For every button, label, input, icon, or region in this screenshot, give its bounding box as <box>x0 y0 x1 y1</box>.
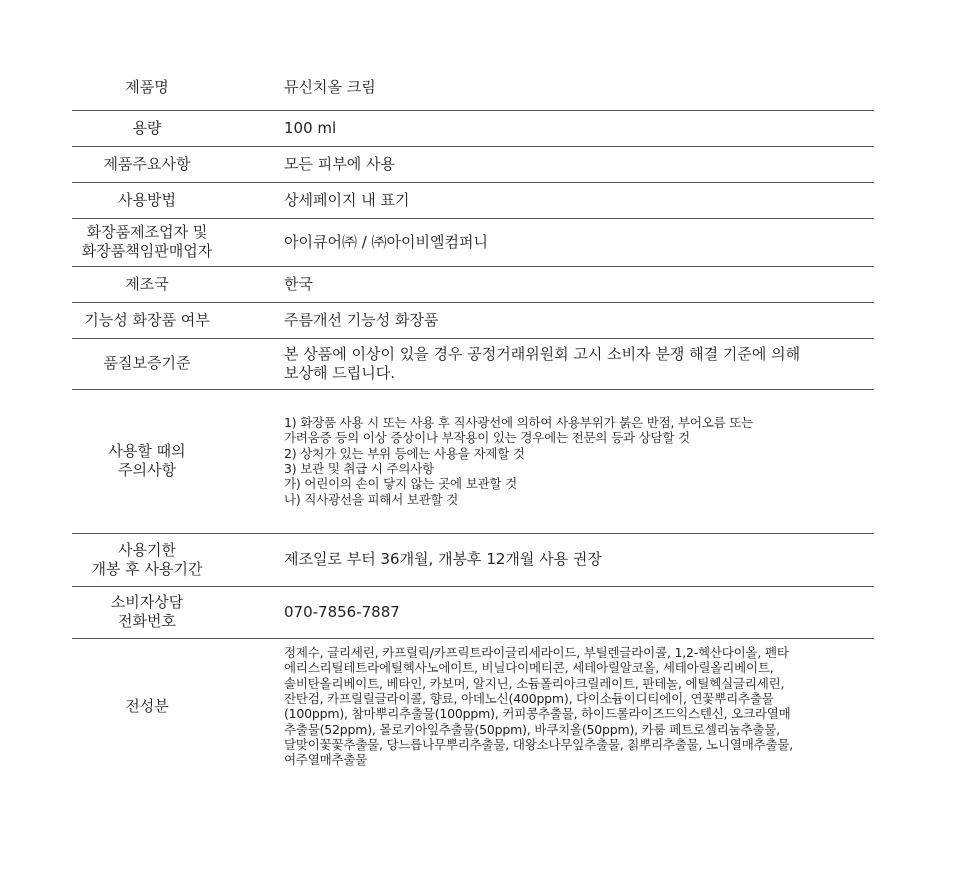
row-volume <box>72 110 874 146</box>
row-label: 용량 <box>72 110 222 146</box>
row-value: 070-7856-7887 <box>222 586 874 638</box>
row-label: 기능성 화장품 여부 <box>72 302 222 338</box>
row-value: 뮤신치올 크림 <box>222 65 874 110</box>
row-value: 아이큐어㈜ / ㈜아이비엘컴퍼니 <box>222 218 874 266</box>
row-manufacturer <box>72 218 874 266</box>
row-value: 상세페이지 내 표기 <box>222 182 874 218</box>
row-value: 본 상품에 이상이 있을 경우 공정거래위원회 고시 소비자 분쟁 해결 기준에 의해 보상해 드립니다. <box>222 338 874 389</box>
row-label: 화장품제조업자 및 화장품책임판매업자 <box>72 218 222 266</box>
row-value: 1) 화장품 사용 시 또는 사용 후 직사광선에 의하여 사용부위가 붉은 반점, 부어오름 또는 가려움증 등의 이상 증상이나 부작용이 있는 경우에는 전문의 등과 상담할 것 2) 상처가 있는 부위 등에는 사용을 자제할 것 3) 보관 및 취급 시 주의사항 가) 어린이의 손이 닿지 않는 곳에 보관할 것 나) 직사광선을 피해서 보관할 것 <box>222 389 874 533</box>
row-label: 사용할 때의 주의사항 <box>72 389 222 533</box>
row-label: 품질보증기준 <box>72 338 222 389</box>
row-value: 100 ml <box>222 110 874 146</box>
row-value: 제조일로 부터 36개월, 개봉후 12개월 사용 권장 <box>222 533 874 586</box>
row-value: 한국 <box>222 266 874 302</box>
row-label: 사용기한 개봉 후 사용기간 <box>72 533 222 586</box>
row-precautions <box>72 389 874 533</box>
row-expiry <box>72 533 874 586</box>
row-label: 전성분 <box>125 696 169 715</box>
row-label: 제조국 <box>72 266 222 302</box>
row-product-name <box>72 65 874 110</box>
row-value: 모든 피부에 사용 <box>222 146 874 182</box>
row-country <box>72 266 874 302</box>
row-value: 정제수, 글리세린, 카프릴릭/카프릭트라이글리세라이드, 부틸렌글라이콜, 1,2-헥산다이올, 펜타 에리스리틸테트라에틸헥사노에이트, 비닐다이메티콘, 세테아릴알코올, 세테아릴올리베이트, 솔비탄올리베이트, 베타인, 카보머, 알지닌, 소듐폴리아크릴레이트, 판테놀, 에틸헥실글리세린, 잔탄검, 카프릴릴글라이콜, 향료, 아데노신(400ppm), 다이소듐이디티에이, 연꽃뿌리추출물 (100ppm), 참마뿌리추출물(100ppm), 커피콩추출물, 하이드롤라이즈드익스텐신, 오크라열매 추출물(52ppm), 몰로키아잎추출물(50ppm), 바쿠치올(50ppm), 카룸 페트로셀리눔추출물, 달맞이꽃꽃추출물, 당느릅나무뿌리추출물, 대왕소나무잎추출물, 칡뿌리추출물, 노니열매추출물, 여주열매추출물 <box>284 645 793 768</box>
row-value: 주름개선 기능성 화장품 <box>222 302 874 338</box>
row-key-info <box>72 146 874 182</box>
row-label: 제품명 <box>72 65 222 110</box>
row-label: 사용방법 <box>72 182 222 218</box>
row-label: 소비자상담 전화번호 <box>72 586 222 638</box>
row-contact <box>72 586 874 638</box>
row-ingredients <box>72 638 874 774</box>
row-quality <box>72 338 874 389</box>
product-info-table <box>72 65 874 774</box>
row-usage-method <box>72 182 874 218</box>
row-functional <box>72 302 874 338</box>
row-label: 제품주요사항 <box>72 146 222 182</box>
